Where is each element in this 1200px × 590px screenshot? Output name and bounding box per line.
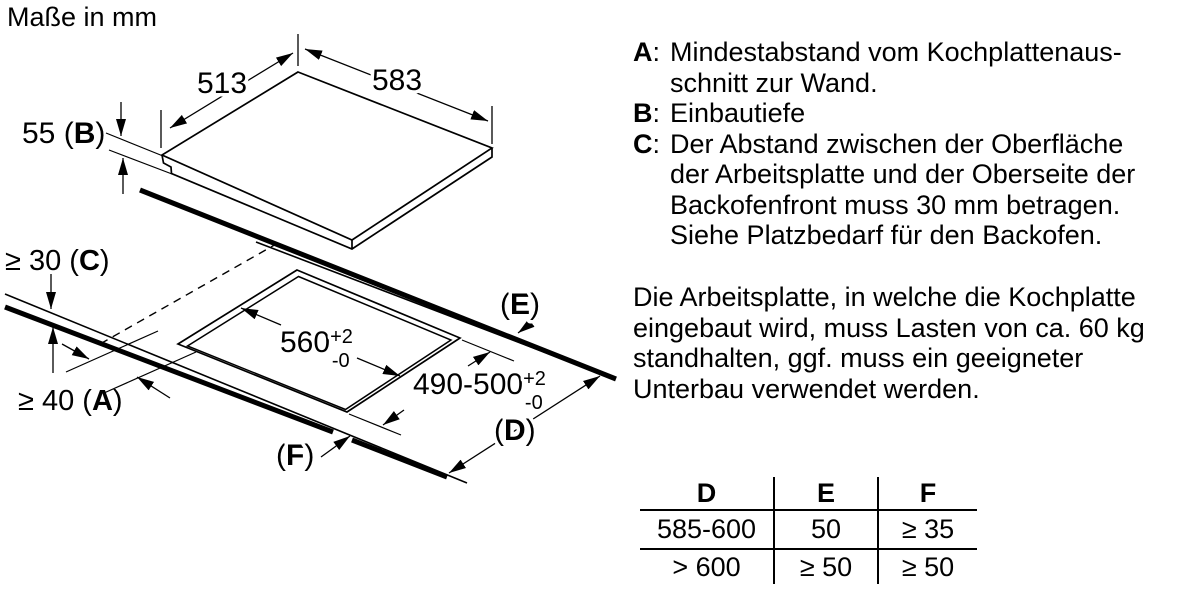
legend-line: der Arbeitsplatte und der Oberseite der — [670, 159, 1136, 189]
legend-key-b: B: — [633, 98, 661, 128]
note-line: eingebaut wird, muss Lasten von ca. 60 kg — [633, 312, 1145, 343]
legend-item-a — [633, 37, 1193, 98]
label-f-arrow — [321, 436, 350, 457]
table-header-d: D — [640, 477, 773, 511]
dim-arrow-490-top — [468, 352, 490, 366]
table-cell: ≥ 35 — [877, 511, 977, 550]
dim-560-label: $560^{+2}$ -0 — [280, 326, 353, 372]
legend-key-a: A: — [633, 37, 661, 67]
dim-arrow-a-left — [62, 344, 89, 359]
dim-490-label: $490-500^{+2}$ -0 — [413, 368, 546, 414]
page-title: Maße in mm — [7, 2, 158, 32]
dim-arrow-a-right — [137, 377, 170, 398]
worktop-note — [633, 282, 1193, 404]
def-spec-table — [640, 477, 977, 584]
dim-583-label: 583 — [372, 64, 423, 97]
legend-line: Siehe Platzbedarf für den Backofen. — [670, 220, 1103, 250]
legend — [633, 37, 1193, 251]
legend-line: schnitt zur Wand. — [670, 67, 878, 98]
note-line: Die Arbeitsplatte, in welche die Kochplatte — [633, 282, 1136, 312]
dim-55b-label: 55 (B) — [22, 117, 106, 150]
label-e: (E) — [500, 288, 541, 321]
dim-40a-label: ≥ 40 (A) — [18, 385, 123, 417]
front-thick-line-right — [352, 440, 447, 477]
legend-line: Mindestabstand vom Kochplattenaus- — [670, 37, 1122, 67]
table-cell: > 600 — [672, 551, 741, 582]
legend-line: Backofenfront muss 30 mm betragen. — [670, 189, 1121, 220]
note-line: Unterbau verwendet werden. — [633, 373, 980, 404]
table-cell: ≥ 50 — [877, 550, 977, 584]
dim-arrow-490-bottom — [383, 410, 404, 425]
label-d: (D) — [494, 414, 536, 447]
legend-key-c: C: — [633, 128, 661, 159]
legend-line: Der Abstand zwischen der Oberfläche — [670, 128, 1124, 159]
table-cell: 585-600 — [640, 511, 773, 550]
legend-item-c — [633, 129, 1193, 251]
note-line: standhalten, ggf. muss ein geeigneter — [633, 343, 1084, 373]
table-header-f: F — [877, 477, 977, 511]
table-cell: 50 — [773, 511, 877, 550]
table-header-e: E — [773, 477, 877, 511]
legend-item-b — [633, 98, 1193, 129]
dim-30c-label: ≥ 30 (C) — [5, 245, 110, 277]
dim-513-label: 513 — [197, 67, 248, 100]
table-cell: ≥ 50 — [773, 550, 877, 584]
legend-line: Einbautiefe — [670, 98, 806, 128]
label-f: (F) — [276, 439, 315, 472]
height-extension-lines — [106, 133, 172, 174]
